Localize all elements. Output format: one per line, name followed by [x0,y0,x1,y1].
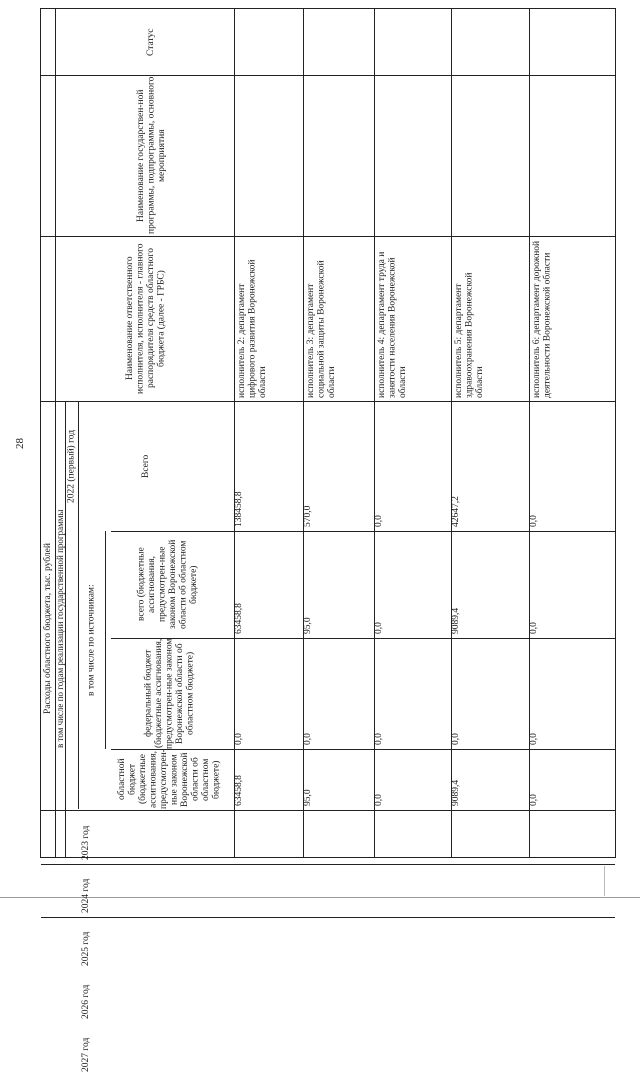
row5-executor: исполнитель 6: департамент дорожной деятельности Воронежской области [532,240,553,398]
header-expenses: Расходы областного бюджета, тыс. рублей [42,543,53,715]
line-y2024 [41,864,615,865]
row4-y2022-total: 9089,4 [451,607,461,634]
header-y2025: 2025 год [81,931,91,966]
header-federal: федеральный бюджет (бюджетные ассигнования, предусмотрен-ные законом Воронежской области об областном бюджете) [143,638,196,749]
row2-regional: 95,0 [303,789,313,806]
row1-y2022-total: 63458,8 [234,603,244,634]
header-total: Всего [140,454,151,478]
row3-executor: исполнитель 4: департамент труда и занятости населения Воронежской области [377,251,408,398]
header-by-sources: в том числе по источникам: [86,584,97,696]
header-y2026: 2026 год [81,984,91,1019]
header-first-year: 2022 (первый) год [66,429,77,503]
row2-y2022-total: 95,0 [303,617,313,634]
header-first-year-total: всего (бюджетные ассигнования, предусмотрен-ные законом Воронежской области об областном бюджете) [136,539,199,630]
line-y2025 [41,917,615,918]
row5-total: 0,0 [529,515,539,527]
header-by-years: в том числе по годам реализации государственной программы [54,509,65,749]
row1-federal: 0,0 [234,733,244,745]
header-executor: Наименование ответственного исполнителя, исполнителя - главного распорядителя средств областного бюджета (далее - ГРБС) [125,243,167,394]
row5-regional: 0,0 [529,794,539,806]
row2-executor: исполнитель 3: департамент социальной защиты Воронежской области [306,260,337,398]
row2-federal: 0,0 [303,733,313,745]
row1-regional: 63458,8 [234,775,244,806]
row3-regional: 0,0 [374,794,384,806]
header-status: Статус [145,28,156,56]
header-y2023: 2023 год [81,825,91,860]
scan-edge-mark [604,866,605,896]
row4-total: 42647,2 [451,496,461,527]
row1-total: 138458,8 [234,491,244,527]
page-number: 28 [14,438,26,449]
header-y2027: 2027 год [81,1037,91,1072]
row4-executor: исполнитель 5: департамент здравоохранения Воронежской области [454,272,485,398]
budget-table [40,8,616,1072]
header-regional: областной бюджет (бюджетные ассигнования, предусмотрен-ные законом Воронежской области об областном бюджете) [117,749,222,810]
header-y2024: 2024 год [81,878,91,913]
row1-executor: исполнитель 2: департамент цифрового развития Воронежской области [237,259,268,398]
row4-regional: 9089,4 [451,779,461,806]
row5-federal: 0,0 [529,733,539,745]
row3-federal: 0,0 [374,733,384,745]
row3-total: 0,0 [374,515,384,527]
row3-y2022-total: 0,0 [374,622,384,634]
row4-federal: 0,0 [451,733,461,745]
row5-y2022-total: 0,0 [529,622,539,634]
row2-total: 570,0 [303,505,313,527]
header-program-name: Наименование государствен-ной программы, подпрограммы, основного мероприятия [135,76,167,235]
